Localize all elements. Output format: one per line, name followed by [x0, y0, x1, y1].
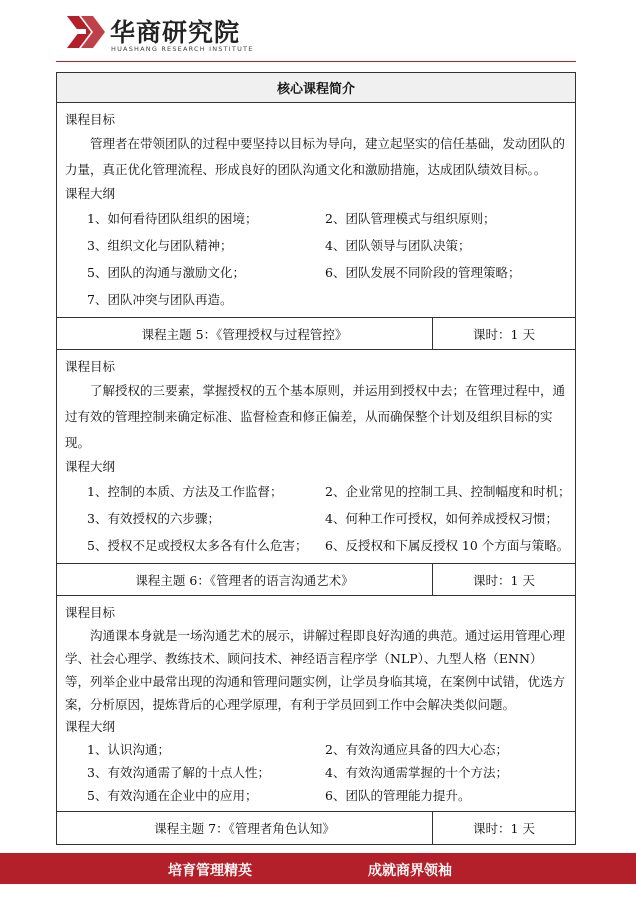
outline-item: 6、团队的管理能力提升。	[325, 788, 471, 803]
outline-item: 2、有效沟通应具备的四大心态；	[325, 742, 508, 757]
footer-slogan-right: 成就商界领袖	[368, 863, 452, 879]
outline-list	[65, 738, 567, 807]
goal-label: 课程目标	[65, 359, 116, 374]
outline-item: 5、有效沟通在企业中的应用；	[87, 788, 258, 803]
outline-list	[65, 205, 567, 313]
outline-item: 5、团队的沟通与激励文化；	[87, 265, 245, 280]
header-divider	[56, 61, 576, 62]
outline-list	[65, 478, 571, 559]
table-header: 核心课程简介	[57, 73, 575, 103]
goal-text: 沟通课本身就是一场沟通艺术的展示，讲解过程即良好沟通的典范。通过运用管理心理学、社会心理学、教练技术、顾问技术、神经语言程序学（NLP）、九型人格（ENN）等，列举企业中最常出现的沟通和管理问题实例，让学员身临其境，在案例中试错，优选方案，分析原因，提炼背后的心理学原理，有利于学员回到工作中会解决类似问题。	[65, 628, 566, 712]
outline-item: 6、反授权和下属反授权 10 个方面与策略。	[325, 538, 570, 553]
topic-hours: 课时：1 天	[473, 821, 535, 836]
outline-item: 1、如何看待团队组织的困境；	[87, 211, 258, 226]
outline-item: 1、控制的本质、方法及工作监督；	[87, 484, 283, 499]
page-footer	[0, 853, 636, 884]
page-header	[0, 0, 636, 60]
outline-label: 课程大纲	[65, 186, 116, 201]
course-section-team	[57, 103, 575, 318]
outline-item: 4、团队领导与团队决策；	[325, 238, 471, 253]
topic-hours: 课时：1 天	[473, 326, 535, 342]
outline-item: 4、何种工作可授权，如何养成授权习惯；	[325, 511, 558, 526]
topic-row-7	[57, 812, 575, 844]
topic-title: 课程主题 6：《管理者的语言沟通艺术》	[57, 564, 433, 595]
outline-item: 4、有效沟通需掌握的十个方法；	[325, 765, 508, 780]
course-table	[56, 72, 576, 845]
outline-item: 3、有效沟通需了解的十点人性；	[87, 765, 270, 780]
outline-item: 5、授权不足或授权太多各有什么危害；	[87, 538, 308, 553]
outline-item: 2、团队管理模式与组织原则；	[325, 211, 496, 226]
topic-title: 课程主题 7：《管理者角色认知》	[57, 812, 433, 844]
brand-name: 华商研究院	[110, 18, 241, 47]
course-section-delegation	[57, 350, 575, 564]
outline-item: 3、有效授权的六步骤；	[87, 511, 220, 526]
brand-subtitle: HUASHANG RESEARCH INSTITUTE	[111, 45, 254, 53]
course-section-communication	[57, 596, 575, 812]
outline-label: 课程大纲	[65, 459, 116, 474]
footer-slogan-left: 培育管理精英	[168, 863, 252, 879]
outline-item: 2、企业常见的控制工具、控制幅度和时机；	[325, 484, 571, 499]
outline-item: 7、团队冲突与团队再造。	[87, 292, 233, 307]
outline-item: 1、认识沟通；	[87, 742, 170, 757]
goal-label: 课程目标	[65, 112, 116, 127]
goal-text: 了解授权的三要素，掌握授权的五个基本原则，并运用到授权中去；在管理过程中，通过有效的管理控制来确定标准、监督检查和修正偏差，从而确保整个计划及组织目标的实现。	[65, 383, 566, 450]
huashang-logo-icon	[65, 12, 105, 52]
outline-label: 课程大纲	[65, 719, 116, 734]
topic-hours: 课时：1 天	[473, 572, 535, 588]
outline-item: 3、组织文化与团队精神；	[87, 238, 233, 253]
topic-row-5	[57, 318, 575, 350]
topic-row-6	[57, 564, 575, 596]
goal-label: 课程目标	[65, 605, 116, 620]
topic-title: 课程主题 5：《管理授权与过程管控》	[57, 318, 433, 349]
outline-item: 6、团队发展不同阶段的管理策略；	[325, 265, 521, 280]
goal-text: 管理者在带领团队的过程中要坚持以目标为导向，建立起坚实的信任基础，发动团队的力量，真正优化管理流程、形成良好的团队沟通文化和激励措施，达成团队绩效目标。。	[65, 136, 566, 177]
